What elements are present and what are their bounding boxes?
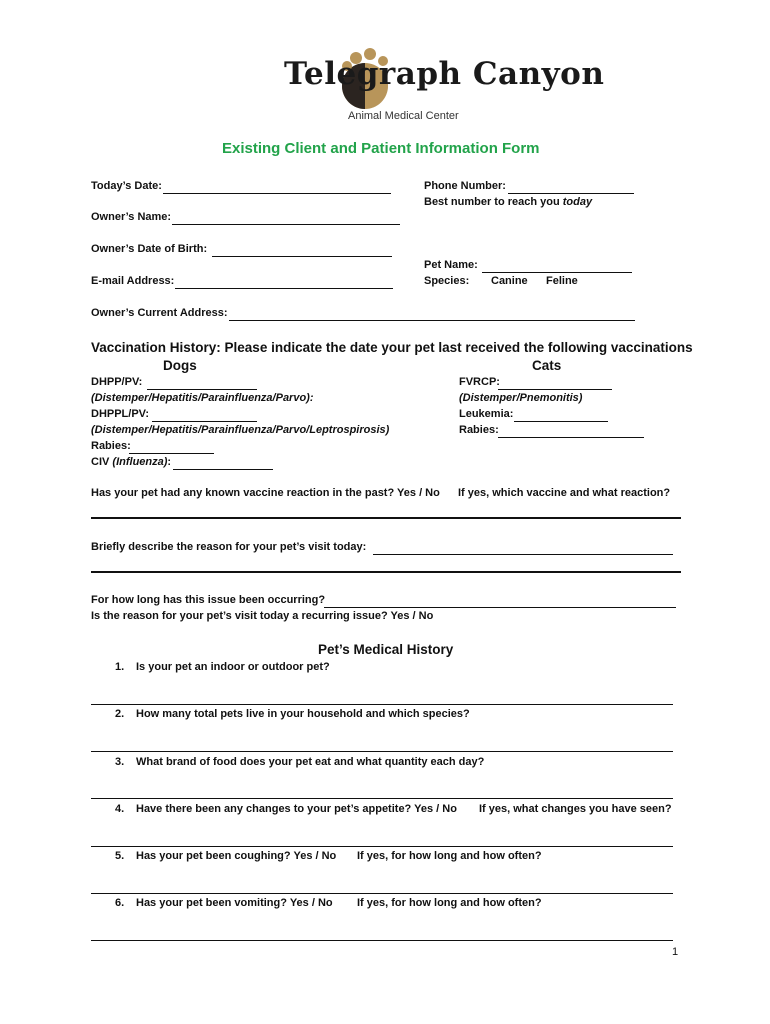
- vaccination-heading: Vaccination History: Please indicate the date your pet last received the following vaccinations: [91, 340, 693, 355]
- todays-date-field[interactable]: [163, 193, 391, 194]
- current-address-label: Owner’s Current Address:: [91, 307, 228, 319]
- question-number: 6.: [115, 897, 125, 909]
- email-field[interactable]: [175, 288, 393, 289]
- dogs-heading: Dogs: [163, 358, 197, 373]
- answer-line[interactable]: [91, 704, 673, 705]
- todays-date-label: Today’s Date:: [91, 180, 162, 192]
- fvrcp-description: (Distemper/Pnemonitis): [459, 392, 583, 404]
- fvrcp-field[interactable]: [498, 389, 612, 390]
- question-number: 1.: [115, 661, 125, 673]
- question-number: 4.: [115, 803, 125, 815]
- species-feline-option[interactable]: Feline: [546, 275, 578, 287]
- email-label: E-mail Address:: [91, 275, 175, 287]
- cat-rabies-field[interactable]: [498, 437, 644, 438]
- dhppl-field[interactable]: [152, 421, 257, 422]
- owners-name-field[interactable]: [172, 224, 400, 225]
- phone-number-label: Phone Number:: [424, 180, 506, 192]
- issue-duration-field[interactable]: [324, 607, 676, 608]
- dhpp-description: (Distemper/Hepatitis/Parainfluenza/Parvo):: [91, 392, 314, 404]
- question-followup: If yes, for how long and how often?: [357, 850, 542, 862]
- vaccine-reaction-followup: If yes, which vaccine and what reaction?: [458, 487, 671, 499]
- visit-reason-label: Briefly describe the reason for your pet’s visit today:: [91, 541, 367, 553]
- visit-reason-answer-line[interactable]: [91, 571, 681, 573]
- phone-number-field[interactable]: [508, 193, 634, 194]
- question-text: How many total pets live in your household and which species?: [136, 708, 470, 720]
- form-title: Existing Client and Patient Information Form: [222, 140, 540, 157]
- question-followup: If yes, for how long and how often?: [357, 897, 542, 909]
- answer-line[interactable]: [91, 846, 673, 847]
- page-number: 1: [672, 946, 679, 958]
- question-number: 3.: [115, 756, 125, 768]
- question-text: Has your pet been vomiting? Yes / No: [136, 897, 333, 909]
- question-followup: If yes, what changes you have seen?: [479, 803, 672, 815]
- answer-line[interactable]: [91, 751, 673, 752]
- civ-field[interactable]: [173, 469, 273, 470]
- logo-subtitle: Animal Medical Center: [348, 110, 459, 122]
- dog-rabies-field[interactable]: [129, 453, 214, 454]
- answer-line[interactable]: [91, 940, 673, 941]
- owners-name-label: Owner’s Name:: [91, 211, 172, 223]
- logo: [284, 44, 605, 124]
- owners-dob-label: Owner’s Date of Birth:: [91, 243, 208, 255]
- species-canine-option[interactable]: Canine: [491, 275, 528, 287]
- pet-name-field[interactable]: [482, 272, 632, 273]
- recurring-issue-question: Is the reason for your pet’s visit today a recurring issue? Yes / No: [91, 610, 434, 622]
- civ-label: CIV (Influenza):: [91, 456, 172, 468]
- current-address-field[interactable]: [229, 320, 635, 321]
- answer-line[interactable]: [91, 798, 673, 799]
- cat-rabies-label: Rabies:: [459, 424, 499, 436]
- dhppl-description: (Distemper/Hepatitis/Parainfluenza/Parvo/Leptrospirosis): [91, 424, 390, 436]
- vaccine-reaction-answer-line[interactable]: [91, 517, 681, 519]
- dhpp-label: DHPP/PV:: [91, 376, 143, 388]
- dhpp-field[interactable]: [147, 389, 257, 390]
- leukemia-field[interactable]: [514, 421, 608, 422]
- best-number-note: Best number to reach you today: [424, 196, 593, 208]
- leukemia-label: Leukemia:: [459, 408, 514, 420]
- owners-dob-field[interactable]: [212, 256, 392, 257]
- pet-name-label: Pet Name:: [424, 259, 478, 271]
- question-text: What brand of food does your pet eat and what quantity each day?: [136, 756, 485, 768]
- issue-duration-label: For how long has this issue been occurring?: [91, 594, 326, 606]
- question-text: Is your pet an indoor or outdoor pet?: [136, 661, 330, 673]
- answer-line[interactable]: [91, 893, 673, 894]
- fvrcp-label: FVRCP:: [459, 376, 500, 388]
- dog-rabies-label: Rabies:: [91, 440, 131, 452]
- vaccine-reaction-question: Has your pet had any known vaccine reaction in the past? Yes / No: [91, 487, 440, 499]
- cats-heading: Cats: [532, 358, 562, 373]
- logo-title: Telegraph Canyon: [284, 56, 605, 92]
- visit-reason-field[interactable]: [373, 554, 673, 555]
- medical-history-heading: Pet’s Medical History: [318, 642, 454, 657]
- dhppl-label: DHPPL/PV:: [91, 408, 150, 420]
- question-number: 5.: [115, 850, 125, 862]
- species-label: Species:: [424, 275, 470, 287]
- question-text: Have there been any changes to your pet’s appetite? Yes / No: [136, 803, 457, 815]
- question-text: Has your pet been coughing? Yes / No: [136, 850, 337, 862]
- question-number: 2.: [115, 708, 125, 720]
